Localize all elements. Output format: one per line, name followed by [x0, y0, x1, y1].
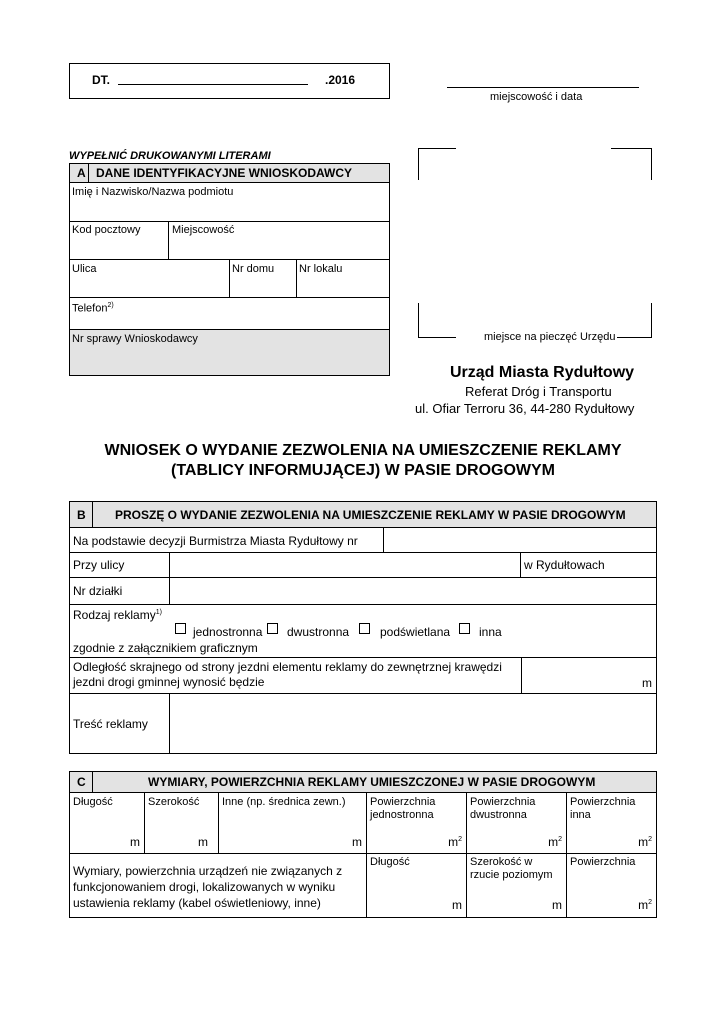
divider [520, 552, 521, 577]
width-label: Szerokość [148, 796, 200, 808]
stamp-corner [418, 337, 456, 338]
plot-field[interactable] [170, 577, 656, 604]
unit-exp: 2 [648, 899, 652, 906]
stamp-corner [611, 148, 651, 149]
devices-width-label-1: Szerokość w [470, 856, 533, 868]
stamp-corner [418, 148, 456, 149]
postal-code-label: Kod pocztowy [72, 224, 141, 236]
area-single-field[interactable] [367, 793, 466, 853]
devices-length-field[interactable] [367, 853, 466, 917]
place-date-label: miejscowość i data [490, 91, 583, 103]
unit-exp: 2 [558, 836, 562, 843]
phone-label [72, 302, 114, 315]
checkbox-double-sided[interactable] [267, 623, 278, 634]
devices-area-field[interactable] [567, 853, 656, 917]
checkbox-other[interactable] [459, 623, 470, 634]
stamp-corner [418, 148, 419, 180]
applicant-name-field[interactable] [69, 183, 390, 221]
ad-type-label [73, 608, 162, 622]
devices-line3: ustawienia reklamy (kabel oświetleniowy, inne) [73, 896, 321, 910]
section-c-header [69, 771, 657, 793]
other-dimension-unit: m [352, 835, 362, 849]
devices-area-unit [638, 898, 652, 912]
length-label: Długość [73, 796, 113, 808]
place-date-field[interactable] [447, 87, 639, 88]
plot-label: Nr działki [73, 584, 123, 598]
distance-line1: Odległość skrajnego od strony jezdni elementu reklamy do zewnętrznej krawędzi [73, 660, 502, 674]
street-field[interactable] [69, 259, 229, 297]
devices-width-field[interactable] [467, 853, 566, 917]
case-number-label: Nr sprawy Wnioskodawcy [72, 333, 198, 345]
area-other-unit [638, 835, 652, 849]
office-name: Urząd Miasta Rydułtowy [450, 364, 635, 381]
main-title-line1: WNIOSEK O WYDANIE ZEZWOLENIA NA UMIESZCZENIE REKLAMY [104, 442, 622, 459]
area-other-field[interactable] [567, 793, 656, 853]
width-field[interactable] [145, 793, 218, 853]
main-title-line2: (TABLICY INFORMUJĄCEJ) W PASIE DROGOWYM [171, 462, 555, 479]
option-other: inna [479, 625, 502, 639]
unit-base: m [448, 835, 459, 849]
content-label: Treść reklamy [73, 717, 148, 731]
main-title [69, 441, 657, 481]
stamp-corner [651, 303, 652, 338]
area-other-label-1: Powierzchnia [570, 796, 636, 808]
office-department: Referat Dróg i Transportu [465, 384, 612, 399]
phone-field[interactable] [69, 297, 390, 329]
decision-number-field[interactable] [384, 528, 656, 552]
area-single-unit [448, 835, 462, 849]
divider [92, 771, 93, 793]
attachment-text: zgodnie z załącznikiem graficznym [73, 641, 258, 655]
section-b-title: PROSZĘ O WYDANIE ZEZWOLENIA NA UMIESZCZENIE REKLAMY W PASIE DROGOWYM [115, 508, 626, 522]
devices-width-label-2: rzucie poziomym [470, 869, 553, 881]
area-double-unit [548, 835, 562, 849]
section-a-header [69, 163, 390, 183]
devices-area-label: Powierzchnia [570, 856, 636, 868]
checkbox-illuminated[interactable] [359, 623, 370, 634]
applicant-name-label: Imię i Nazwisko/Nazwa podmiotu [72, 186, 234, 198]
dt-box [69, 63, 390, 99]
unit-exp: 2 [648, 836, 652, 843]
city-label: Miejscowość [172, 224, 235, 236]
length-field[interactable] [69, 793, 144, 853]
section-a-letter: A [77, 166, 86, 180]
unit-exp: 2 [458, 836, 462, 843]
devices-line1: Wymiary, powierzchnia urządzeń nie związanych z [73, 864, 343, 878]
area-single-label-2: jednostronna [370, 809, 434, 821]
devices-description [73, 863, 342, 911]
devices-line2: funkcjonowaniem drogi, lokalizowanych w wyniku [73, 880, 336, 894]
street-b-field[interactable] [170, 552, 520, 577]
area-double-label-2: dwustronna [470, 809, 527, 821]
devices-length-label: Długość [370, 856, 410, 868]
section-c-title: WYMIARY, POWIERZCHNIA REKLAMY UMIESZCZONEJ W PASIE DROGOWYM [148, 775, 596, 789]
area-single-label-1: Powierzchnia [370, 796, 436, 808]
devices-width-unit: m [552, 898, 562, 912]
street-label: Ulica [72, 263, 97, 275]
distance-field[interactable] [522, 657, 656, 693]
other-dimension-field[interactable] [219, 793, 366, 853]
divider [69, 604, 657, 605]
devices-length-unit: m [452, 898, 462, 912]
divider [88, 163, 89, 183]
area-double-label-1: Powierzchnia [470, 796, 536, 808]
office-address: ul. Ofiar Terroru 36, 44-280 Rydułtowy [415, 401, 635, 416]
dt-number-field[interactable] [118, 84, 308, 85]
house-number-label: Nr domu [232, 263, 275, 275]
city-field[interactable] [168, 221, 390, 259]
case-number-field [70, 330, 389, 375]
option-illuminated: podświetlana [380, 625, 451, 639]
phone-label-text: Telefon [72, 302, 108, 315]
unit-base: m [548, 835, 559, 849]
section-a-title: DANE IDENTYFIKACYJNE WNIOSKODAWCY [96, 166, 353, 180]
dt-prefix: DT. [92, 73, 110, 87]
other-dimension-label: Inne (np. średnica zewn.) [222, 796, 346, 808]
distance-line2: jezdni drogi gminnej wynosić będzie [73, 675, 265, 689]
unit-base: m [638, 898, 649, 912]
flat-number-field[interactable] [296, 259, 390, 297]
section-b-letter: B [77, 508, 86, 522]
ad-type-footnote: 1) [155, 609, 162, 616]
area-double-field[interactable] [467, 793, 566, 853]
unit-base: m [638, 835, 649, 849]
option-double-sided: dwustronna [287, 625, 350, 639]
length-unit: m [130, 835, 140, 849]
stamp-corner [418, 303, 419, 338]
fill-instruction: WYPEŁNIĆ DRUKOWANYMI LITERAMI [69, 150, 271, 162]
area-other-label-2: inna [570, 809, 591, 821]
distance-unit: m [642, 676, 652, 690]
flat-number-label: Nr lokalu [299, 263, 343, 275]
section-c-letter: C [77, 775, 86, 789]
content-field[interactable] [170, 693, 656, 753]
option-single-sided: jednostronna [193, 625, 263, 639]
width-unit: m [198, 835, 208, 849]
house-number-field[interactable] [229, 259, 296, 297]
ad-type-label-text: Rodzaj reklamy [73, 608, 156, 622]
dt-year: .2016 [325, 73, 356, 87]
stamp-corner [651, 148, 652, 180]
stamp-label: miejsce na pieczęć Urzędu [484, 331, 616, 343]
divider [92, 501, 93, 528]
street-b-label: Przy ulicy [73, 558, 125, 572]
decision-label: Na podstawie decyzji Burmistrza Miasta Rydułtowy nr [73, 534, 358, 548]
checkbox-single-sided[interactable] [175, 623, 186, 634]
stamp-area [418, 148, 652, 343]
postal-code-field[interactable] [69, 221, 168, 259]
section-b-header [69, 501, 657, 528]
phone-footnote: 2) [107, 302, 114, 309]
town-label: w Rydułtowach [524, 558, 605, 572]
